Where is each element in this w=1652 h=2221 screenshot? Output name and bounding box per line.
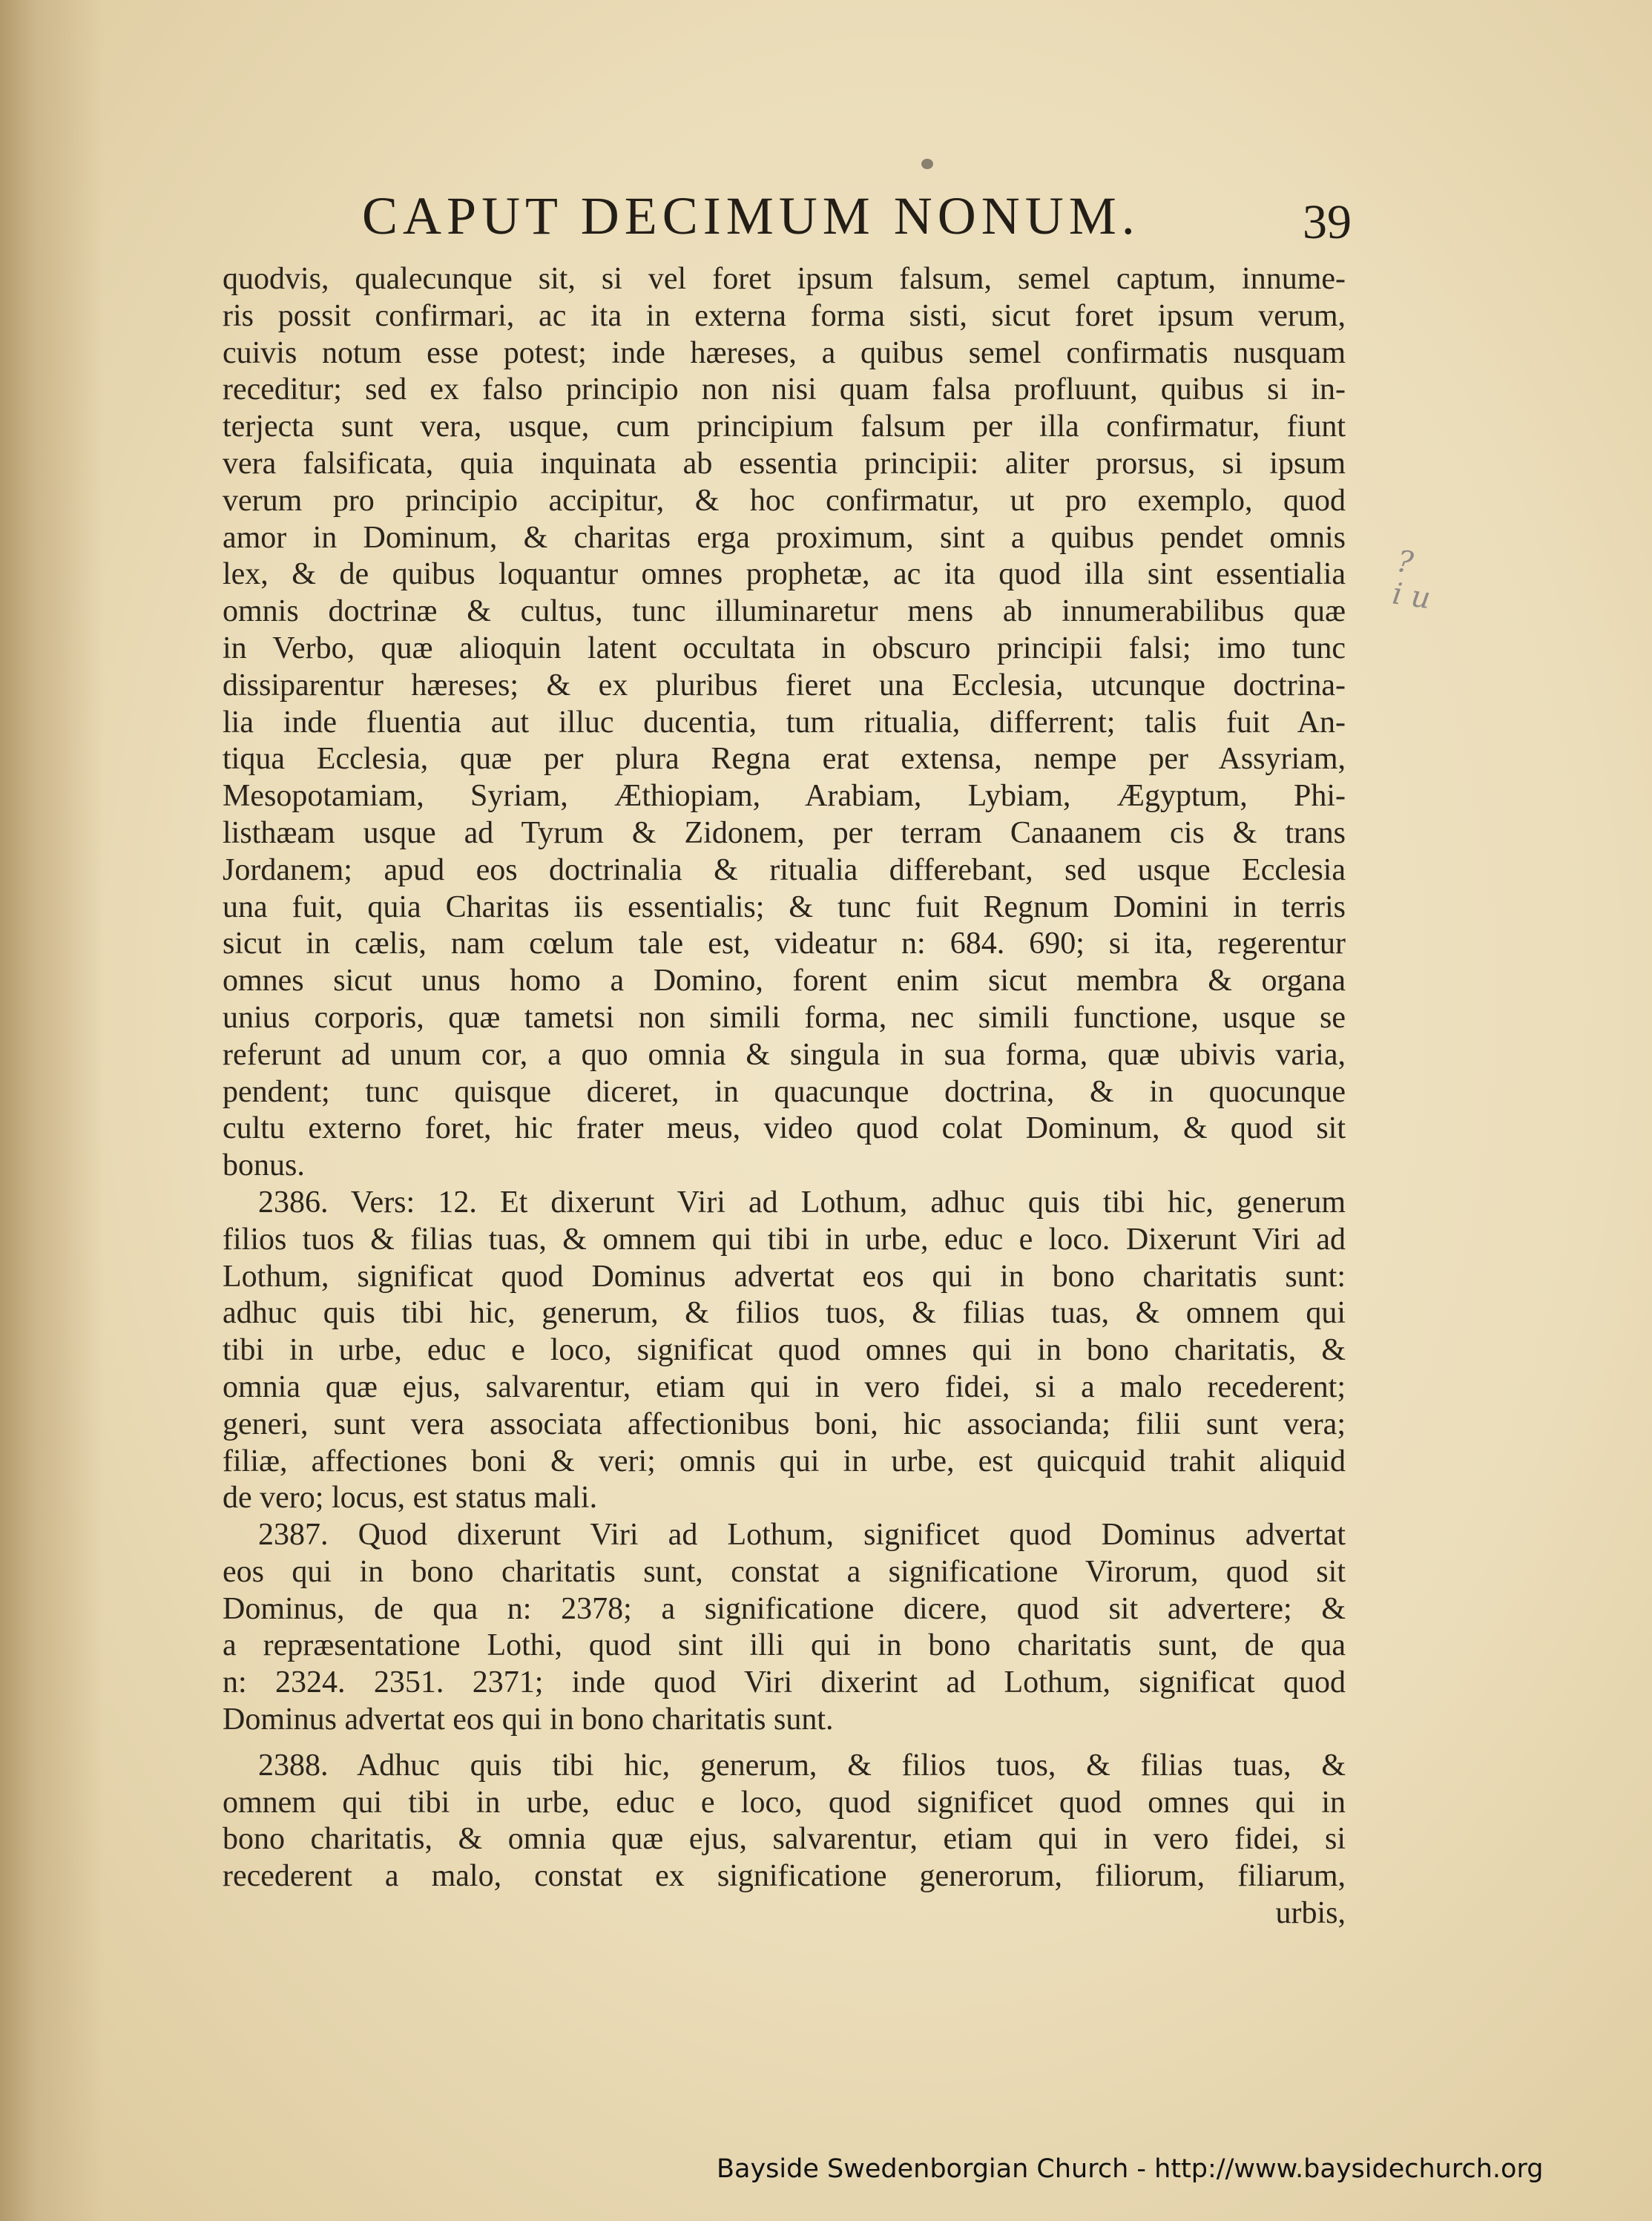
text-line: amor in Dominum, & charitas erga proximum, sint a quibus pendet omnis [223, 520, 1346, 555]
text-line: bonus. [223, 1148, 305, 1183]
text-line: omnem qui tibi in urbe, educ e loco, quod significet quod omnes qui in [223, 1785, 1346, 1820]
text-line: lex, & de quibus loquantur omnes prophetæ, ac ita quod illa sint essentialia [223, 557, 1346, 592]
text-line: unius corporis, quæ tametsi non simili forma, nec simili functione, usque se [223, 1000, 1346, 1035]
text-line: pendent; tunc quisque diceret, in quacunque doctrina, & in quocunque [223, 1074, 1346, 1109]
text-line: Jordanem; apud eos doctrinalia & ritualia differebant, sed usque Ecclesia [223, 852, 1346, 887]
text-line: una fuit, quia Charitas iis essentialis; & tunc fuit Regnum Domini in terris [223, 889, 1346, 924]
text-line: Dominus, de qua n: 2378; a significatione dicere, quod sit advertere; & [223, 1591, 1346, 1626]
text-line: quodvis, qualecunque sit, si vel foret ipsum falsum, semel captum, innume- [223, 262, 1346, 296]
text-line: Mesopotamiam, Syriam, Æthiopiam, Arabiam, Lybiam, Ægyptum, Phi- [223, 779, 1346, 814]
text-line: bono charitatis, & omnia quæ ejus, salvarentur, etiam qui in vero fidei, si [223, 1822, 1346, 1857]
text-line: tibi in urbe, educ e loco, significat quod omnes qui in bono charitatis, & [223, 1333, 1346, 1368]
text-line: listhæam usque ad Tyrum & Zidonem, per terram Canaanem cis & trans [223, 815, 1346, 850]
text-line: filiæ, affectiones boni & veri; omnis qui in urbe, est quicquid trahit aliquid [223, 1444, 1346, 1478]
text-line: tiqua Ecclesia, quæ per plura Regna erat extensa, nempe per Assyriam, [223, 742, 1346, 777]
text-line: receditur; sed ex falso principio non nisi quam falsa profluunt, quibus si in- [223, 372, 1346, 407]
text-line: recederent a malo, constat ex significatione generorum, filiorum, filiarum, [223, 1859, 1346, 1894]
text-line: vera falsificata, quia inquinata ab essentia principii: aliter prorsus, si ipsum [223, 446, 1346, 481]
text-line: terjecta sunt vera, usque, cum principium falsum per illa confirmatur, fiunt [223, 409, 1346, 444]
text-line: verum pro principio accipitur, & hoc confirmatur, ut pro exemplo, quod [223, 483, 1346, 518]
page-number: 39 [1303, 195, 1352, 249]
paragraph-2386-start: 2386. Vers: 12. Et dixerunt Viri ad Lothum, adhuc quis tibi hic, generum [258, 1185, 1346, 1220]
text-line: eos qui in bono charitatis sunt, constat a significatione Virorum, quod sit [223, 1554, 1346, 1589]
text-line: generi, sunt vera associata affectionibus boni, hic associanda; filii sunt vera; [223, 1406, 1346, 1441]
text-line: sicut in cælis, nam cœlum tale est, videatur n: 684. 690; si ita, regerentur [223, 927, 1346, 961]
text-line: ris possit confirmari, ac ita in externa forma sisti, sicut foret ipsum verum, [223, 298, 1346, 333]
text-line: a repræsentatione Lothi, quod sint illi qui in bono charitatis sunt, de qua [223, 1628, 1346, 1663]
text-line: omnes sicut unus homo a Domino, forent enim sicut membra & organa [223, 964, 1346, 998]
text-line: de vero; locus, est status mali. [223, 1481, 598, 1516]
text-line: dissiparentur hæreses; & ex pluribus fieret una Ecclesia, utcunque doctrina- [223, 668, 1346, 703]
text-line: cultu externo foret, hic frater meus, video quod colat Dominum, & quod sit [223, 1111, 1346, 1146]
text-line: omnia quæ ejus, salvarentur, etiam qui in vero fidei, si a malo recederent; [223, 1369, 1346, 1404]
ink-spot [921, 159, 933, 169]
body-text [223, 261, 1346, 1932]
running-head: CAPUT DECIMUM NONUM. [362, 186, 1140, 246]
text-line: Lothum, significat quod Dominus advertat eos qui in bono charitatis sunt: [223, 1259, 1346, 1294]
text-line: referunt ad unum cor, a quo omnia & singula in sua forma, quæ ubivis varia, [223, 1037, 1346, 1072]
text-line: in Verbo, quæ alioquin latent occultata in obscuro principii falsi; imo tunc [223, 631, 1346, 665]
spine-shadow [0, 0, 104, 2221]
text-line: Dominus advertat eos qui in bono charitatis sunt. [223, 1702, 834, 1737]
margin-note-line: i u [1390, 576, 1433, 616]
text-line: lia inde fluentia aut illuc ducentia, tum ritualia, differrent; talis fuit An- [223, 705, 1346, 740]
catchword: urbis, [1275, 1896, 1346, 1931]
text-line: adhuc quis tibi hic, generum, & filios tuos, & filias tuas, & omnem qui [223, 1296, 1346, 1331]
text-line: n: 2324. 2351. 2371; inde quod Viri dixerint ad Lothum, significat quod [223, 1665, 1346, 1700]
paragraph-2388-start: 2388. Adhuc quis tibi hic, generum, & filios tuos, & filias tuas, & [258, 1748, 1346, 1783]
text-line: cuivis notum esse potest; inde hæreses, a quibus semel confirmatis nusquam [223, 335, 1346, 370]
text-line: filios tuos & filias tuas, & omnem qui tibi in urbe, educ e loco. Dixerunt Viri ad [223, 1222, 1346, 1257]
paragraph-2387-start: 2387. Quod dixerunt Viri ad Lothum, significet quod Dominus advertat [258, 1518, 1346, 1553]
margin-note-line: ? [1395, 544, 1415, 581]
footer-credit: Bayside Swedenborgian Church - http://www.baysidechurch.org [717, 2154, 1544, 2184]
text-line: omnis doctrinæ & cultus, tunc illuminaretur mens ab innumerabilibus quæ [223, 594, 1346, 629]
handwritten-margin-note [1390, 545, 1458, 618]
